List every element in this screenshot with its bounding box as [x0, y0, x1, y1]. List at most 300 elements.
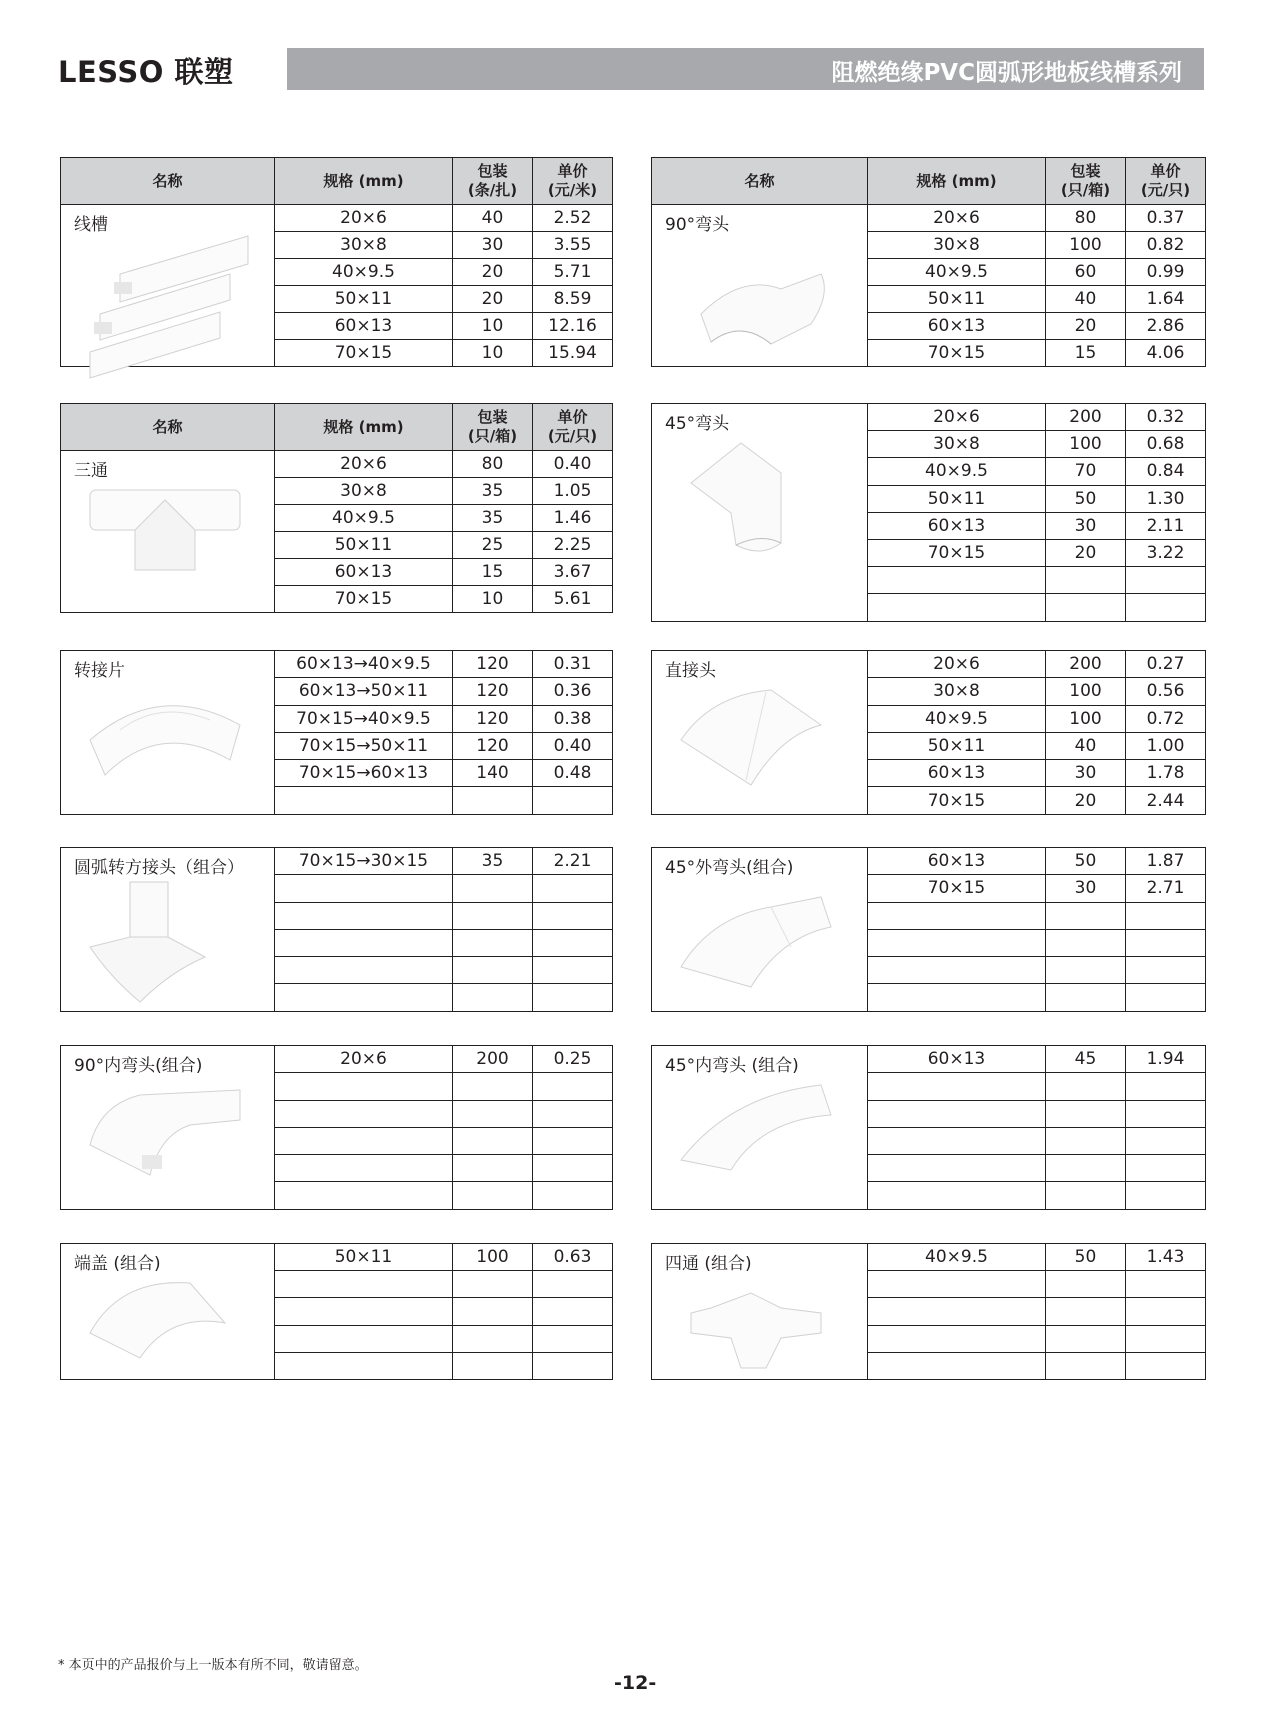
table-row — [868, 567, 1206, 594]
spec-cell — [275, 1182, 453, 1209]
pack-cell — [1046, 902, 1126, 929]
product-image — [671, 680, 831, 794]
pack-cell — [453, 1325, 533, 1352]
pack-cell: 45 — [1046, 1046, 1126, 1073]
price-cell — [533, 1271, 613, 1298]
price-cell — [533, 875, 613, 902]
pack-cell: 10 — [453, 313, 533, 340]
table-row — [275, 1127, 613, 1154]
pack-cell: 40 — [453, 205, 533, 232]
pack-cell — [1046, 567, 1126, 594]
pack-cell: 100 — [1046, 431, 1126, 458]
price-cell: 0.25 — [533, 1046, 613, 1073]
spec-cell: 70×15→50×11 — [275, 732, 453, 759]
spec-cell: 70×15→40×9.5 — [275, 705, 453, 732]
table-row — [275, 1046, 613, 1073]
spec-cell — [868, 1271, 1046, 1298]
table-row — [275, 232, 613, 259]
spec-cell: 20×6 — [868, 404, 1046, 431]
table-row — [868, 1100, 1206, 1127]
pack-cell — [1046, 1155, 1126, 1182]
pack-cell: 100 — [1046, 705, 1126, 732]
table-row — [868, 957, 1206, 984]
spec-cell: 30×8 — [868, 232, 1046, 259]
table-row — [275, 313, 613, 340]
pack-cell: 200 — [453, 1046, 533, 1073]
price-cell: 2.52 — [533, 205, 613, 232]
price-cell — [533, 1352, 613, 1379]
price-cell: 3.67 — [533, 559, 613, 586]
spec-cell: 50×11 — [275, 1244, 453, 1271]
table-row — [868, 1325, 1206, 1352]
price-cell: 2.25 — [533, 532, 613, 559]
price-cell: 0.82 — [1126, 232, 1206, 259]
pack-cell — [1046, 1271, 1126, 1298]
pack-cell: 15 — [453, 559, 533, 586]
product-name: 四通 (组合) — [665, 1254, 752, 1274]
pack-cell: 15 — [1046, 340, 1126, 367]
pack-cell — [1046, 957, 1126, 984]
spec-cell: 20×6 — [275, 451, 453, 478]
price-table — [867, 204, 1206, 367]
pack-cell: 20 — [453, 286, 533, 313]
table-row — [275, 984, 613, 1011]
pack-cell: 100 — [1046, 232, 1126, 259]
spec-cell: 30×8 — [868, 431, 1046, 458]
pack-cell: 80 — [1046, 205, 1126, 232]
table-row — [868, 705, 1206, 732]
product-image — [80, 877, 220, 1011]
price-cell — [533, 902, 613, 929]
spec-cell: 60×13→40×9.5 — [275, 651, 453, 678]
table-row — [868, 787, 1206, 814]
spec-cell — [868, 1298, 1046, 1325]
price-cell — [533, 1073, 613, 1100]
table-row — [275, 1298, 613, 1325]
spec-cell — [275, 957, 453, 984]
pack-cell — [453, 929, 533, 956]
table-row — [868, 594, 1206, 621]
spec-cell: 70×15→60×13 — [275, 760, 453, 787]
spec-cell — [868, 594, 1046, 621]
spec-cell — [275, 1073, 453, 1100]
spec-cell: 70×15→30×15 — [275, 848, 453, 875]
price-cell: 3.55 — [533, 232, 613, 259]
table-row — [275, 1325, 613, 1352]
price-table — [274, 847, 613, 1012]
column-header: 包装 (只/箱) — [1045, 157, 1126, 205]
price-cell — [1126, 1298, 1206, 1325]
product-image — [80, 234, 250, 388]
price-cell — [1126, 594, 1206, 621]
table-row — [868, 678, 1206, 705]
spec-cell — [868, 1127, 1046, 1154]
pack-cell: 30 — [1046, 760, 1126, 787]
table-row — [275, 478, 613, 505]
table-row — [868, 404, 1206, 431]
spec-cell: 60×13 — [275, 559, 453, 586]
column-header: 包装 (条/扎) — [452, 157, 533, 205]
pack-cell — [1046, 984, 1126, 1011]
table-row — [868, 539, 1206, 566]
table-row — [275, 902, 613, 929]
product-name: 45°弯头 — [665, 414, 730, 434]
pack-cell — [453, 1100, 533, 1127]
pack-cell: 120 — [453, 732, 533, 759]
price-cell: 2.86 — [1126, 313, 1206, 340]
table-row — [275, 1271, 613, 1298]
price-cell — [1126, 1182, 1206, 1209]
product-name: 三通 — [74, 461, 108, 481]
price-table — [867, 403, 1206, 622]
price-cell: 8.59 — [533, 286, 613, 313]
pack-cell — [1046, 594, 1126, 621]
column-header: 单价 (元/米) — [532, 157, 613, 205]
price-cell: 0.72 — [1126, 705, 1206, 732]
spec-cell: 70×15 — [868, 539, 1046, 566]
pack-cell — [453, 1298, 533, 1325]
price-cell — [533, 1298, 613, 1325]
price-cell: 0.68 — [1126, 431, 1206, 458]
spec-cell: 30×8 — [275, 478, 453, 505]
pack-cell: 40 — [1046, 286, 1126, 313]
table-row — [868, 1155, 1206, 1182]
spec-cell: 70×15 — [275, 586, 453, 613]
pack-cell: 200 — [1046, 404, 1126, 431]
price-cell: 0.63 — [533, 1244, 613, 1271]
table-row — [275, 957, 613, 984]
price-cell: 1.05 — [533, 478, 613, 505]
price-cell: 3.22 — [1126, 539, 1206, 566]
spec-cell: 50×11 — [868, 485, 1046, 512]
pack-cell — [453, 984, 533, 1011]
spec-cell: 60×13 — [275, 313, 453, 340]
spec-cell — [868, 1155, 1046, 1182]
table-row — [868, 1046, 1206, 1073]
price-cell: 2.21 — [533, 848, 613, 875]
product-image — [671, 1075, 841, 1179]
price-cell: 0.38 — [533, 705, 613, 732]
table-row — [275, 929, 613, 956]
spec-cell: 40×9.5 — [868, 1244, 1046, 1271]
product-image — [671, 234, 841, 358]
spec-cell — [868, 984, 1046, 1011]
pack-cell: 10 — [453, 340, 533, 367]
pack-cell — [1046, 1100, 1126, 1127]
price-table — [274, 204, 613, 367]
price-cell: 0.37 — [1126, 205, 1206, 232]
price-cell — [1126, 1352, 1206, 1379]
table-row — [275, 1100, 613, 1127]
page-title: 阻燃绝缘PVC圆弧形地板线槽系列 — [831, 60, 1182, 86]
price-cell — [1126, 902, 1206, 929]
pack-cell — [1046, 1325, 1126, 1352]
price-cell: 1.64 — [1126, 286, 1206, 313]
spec-cell: 40×9.5 — [868, 259, 1046, 286]
price-cell: 1.87 — [1126, 848, 1206, 875]
price-cell — [533, 1127, 613, 1154]
pack-cell — [453, 902, 533, 929]
price-cell: 15.94 — [533, 340, 613, 367]
pack-cell: 35 — [453, 478, 533, 505]
price-table — [274, 650, 613, 815]
product-name: 45°内弯头 (组合) — [665, 1056, 799, 1076]
product-name: 直接头 — [665, 661, 716, 681]
pack-cell: 20 — [1046, 313, 1126, 340]
table-row — [868, 984, 1206, 1011]
price-cell: 0.48 — [533, 760, 613, 787]
pack-cell: 35 — [453, 848, 533, 875]
spec-cell — [868, 1182, 1046, 1209]
product-image — [80, 680, 250, 794]
table-row — [275, 678, 613, 705]
spec-cell: 30×8 — [868, 678, 1046, 705]
pack-cell: 25 — [453, 532, 533, 559]
pack-cell — [453, 787, 533, 814]
price-cell: 0.56 — [1126, 678, 1206, 705]
column-header: 规格 (mm) — [274, 403, 453, 451]
table-row — [275, 1073, 613, 1100]
table-row — [868, 1073, 1206, 1100]
table-row — [275, 705, 613, 732]
spec-cell: 20×6 — [868, 651, 1046, 678]
table-row — [868, 1127, 1206, 1154]
spec-cell: 30×8 — [275, 232, 453, 259]
table-row — [275, 1155, 613, 1182]
pack-cell: 120 — [453, 651, 533, 678]
price-cell — [1126, 929, 1206, 956]
spec-cell — [275, 1352, 453, 1379]
price-cell: 5.61 — [533, 586, 613, 613]
price-cell — [533, 1325, 613, 1352]
table-row — [275, 286, 613, 313]
price-table — [274, 1045, 613, 1210]
spec-cell: 40×9.5 — [868, 705, 1046, 732]
table-row — [868, 485, 1206, 512]
spec-cell: 60×13 — [868, 512, 1046, 539]
spec-cell — [868, 902, 1046, 929]
spec-cell — [868, 929, 1046, 956]
spec-cell: 60×13 — [868, 1046, 1046, 1073]
table-row — [275, 787, 613, 814]
price-cell: 1.43 — [1126, 1244, 1206, 1271]
column-header: 规格 (mm) — [274, 157, 453, 205]
table-row — [868, 651, 1206, 678]
spec-cell — [275, 984, 453, 1011]
table-row — [275, 505, 613, 532]
table-row — [275, 1244, 613, 1271]
title-banner — [287, 48, 1204, 90]
spec-cell — [868, 567, 1046, 594]
table-row — [868, 848, 1206, 875]
price-cell: 0.27 — [1126, 651, 1206, 678]
column-header: 名称 — [651, 157, 868, 205]
spec-cell: 70×15 — [868, 340, 1046, 367]
column-header: 单价 (元/只) — [532, 403, 613, 451]
page-number: -12- — [614, 1672, 657, 1694]
product-name: 90°内弯头(组合) — [74, 1056, 203, 1076]
price-cell: 1.94 — [1126, 1046, 1206, 1073]
table-row — [868, 458, 1206, 485]
table-row — [275, 259, 613, 286]
pack-cell — [453, 1127, 533, 1154]
table-row — [868, 760, 1206, 787]
price-cell: 0.32 — [1126, 404, 1206, 431]
brand-logo: LESSO 联塑 — [58, 55, 234, 89]
product-name: 线槽 — [74, 215, 108, 235]
spec-cell — [868, 1073, 1046, 1100]
table-row — [868, 1182, 1206, 1209]
pack-cell: 100 — [1046, 678, 1126, 705]
spec-cell: 60×13 — [868, 760, 1046, 787]
table-row — [275, 532, 613, 559]
pack-cell: 40 — [1046, 732, 1126, 759]
spec-cell — [868, 1100, 1046, 1127]
table-row — [868, 1244, 1206, 1271]
price-cell — [1126, 957, 1206, 984]
pack-cell — [1046, 1127, 1126, 1154]
pack-cell: 20 — [1046, 539, 1126, 566]
spec-cell: 40×9.5 — [275, 505, 453, 532]
spec-cell: 20×6 — [275, 1046, 453, 1073]
table-row — [275, 451, 613, 478]
price-cell: 1.78 — [1126, 760, 1206, 787]
spec-cell: 50×11 — [275, 286, 453, 313]
price-cell — [1126, 1127, 1206, 1154]
pack-cell: 120 — [453, 678, 533, 705]
table-row — [275, 340, 613, 367]
table-row — [275, 1182, 613, 1209]
price-table — [867, 847, 1206, 1012]
pack-cell: 120 — [453, 705, 533, 732]
price-cell — [1126, 1271, 1206, 1298]
spec-cell: 50×11 — [868, 286, 1046, 313]
pack-cell — [1046, 929, 1126, 956]
product-image — [80, 1075, 250, 1189]
spec-cell — [868, 1325, 1046, 1352]
pack-cell: 30 — [453, 232, 533, 259]
product-image — [80, 480, 250, 584]
spec-cell: 70×15 — [275, 340, 453, 367]
spec-cell: 50×11 — [868, 732, 1046, 759]
spec-cell: 60×13 — [868, 848, 1046, 875]
table-row — [275, 875, 613, 902]
price-table — [867, 1045, 1206, 1210]
price-table — [274, 1243, 613, 1380]
pack-cell — [1046, 1182, 1126, 1209]
spec-cell: 70×15 — [868, 875, 1046, 902]
price-cell — [1126, 567, 1206, 594]
pack-cell: 50 — [1046, 1244, 1126, 1271]
pack-cell: 200 — [1046, 651, 1126, 678]
product-name: 端盖 (组合) — [74, 1254, 161, 1274]
price-cell: 5.71 — [533, 259, 613, 286]
pack-cell: 80 — [453, 451, 533, 478]
table-row — [275, 559, 613, 586]
price-cell — [1126, 1100, 1206, 1127]
product-name: 90°弯头 — [665, 215, 730, 235]
pack-cell — [1046, 1298, 1126, 1325]
column-header: 名称 — [60, 157, 275, 205]
spec-cell — [275, 929, 453, 956]
price-cell — [533, 1155, 613, 1182]
pack-cell — [453, 1352, 533, 1379]
spec-cell: 20×6 — [275, 205, 453, 232]
table-row — [868, 512, 1206, 539]
pack-cell: 20 — [1046, 787, 1126, 814]
pack-cell: 30 — [1046, 512, 1126, 539]
product-image — [671, 433, 811, 567]
price-cell: 1.00 — [1126, 732, 1206, 759]
spec-cell — [275, 902, 453, 929]
pack-cell: 60 — [1046, 259, 1126, 286]
pack-cell: 50 — [1046, 848, 1126, 875]
spec-cell: 60×13 — [868, 313, 1046, 340]
table-row — [868, 1298, 1206, 1325]
spec-cell: 40×9.5 — [275, 259, 453, 286]
column-header: 单价 (元/只) — [1125, 157, 1206, 205]
price-cell — [533, 1100, 613, 1127]
pack-cell: 140 — [453, 760, 533, 787]
table-row — [868, 313, 1206, 340]
column-header: 包装 (只/箱) — [452, 403, 533, 451]
spec-cell: 70×15 — [868, 787, 1046, 814]
price-cell: 1.30 — [1126, 485, 1206, 512]
table-row — [868, 1352, 1206, 1379]
pack-cell: 100 — [453, 1244, 533, 1271]
table-row — [868, 286, 1206, 313]
spec-cell — [275, 875, 453, 902]
product-name: 圆弧转方接头（组合） — [74, 858, 244, 878]
pack-cell: 30 — [1046, 875, 1126, 902]
price-cell: 0.84 — [1126, 458, 1206, 485]
pack-cell — [453, 1182, 533, 1209]
spec-cell — [868, 1352, 1046, 1379]
price-cell — [1126, 984, 1206, 1011]
product-image — [671, 877, 841, 1001]
pack-cell: 10 — [453, 586, 533, 613]
table-row — [868, 340, 1206, 367]
product-image — [80, 1273, 230, 1367]
footnote: * 本页中的产品报价与上一版本有所不同，敬请留意。 — [58, 1658, 368, 1673]
spec-cell — [275, 787, 453, 814]
table-row — [275, 760, 613, 787]
price-cell: 0.99 — [1126, 259, 1206, 286]
spec-cell — [275, 1325, 453, 1352]
price-cell — [533, 929, 613, 956]
pack-cell: 35 — [453, 505, 533, 532]
pack-cell — [453, 957, 533, 984]
table-row — [868, 1271, 1206, 1298]
pack-cell: 20 — [453, 259, 533, 286]
spec-cell — [275, 1127, 453, 1154]
spec-cell: 20×6 — [868, 205, 1046, 232]
price-cell: 0.40 — [533, 451, 613, 478]
table-row — [868, 259, 1206, 286]
pack-cell — [453, 1073, 533, 1100]
product-image — [671, 1273, 841, 1377]
column-header: 规格 (mm) — [867, 157, 1046, 205]
table-row — [868, 732, 1206, 759]
price-cell — [533, 787, 613, 814]
table-row — [275, 651, 613, 678]
spec-cell — [275, 1298, 453, 1325]
price-cell — [1126, 1155, 1206, 1182]
price-cell: 0.36 — [533, 678, 613, 705]
price-table — [867, 650, 1206, 815]
price-table — [867, 1243, 1206, 1380]
spec-cell — [868, 957, 1046, 984]
